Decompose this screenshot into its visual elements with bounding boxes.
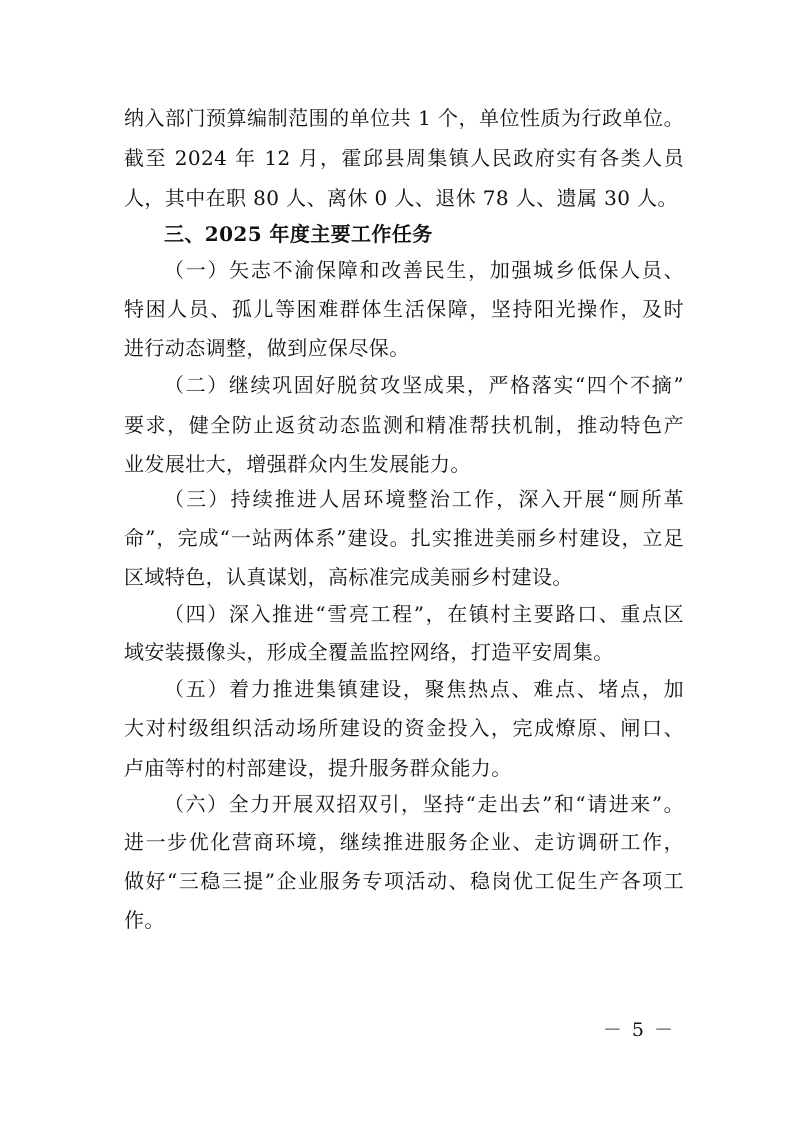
paragraph-line: （六）全力开展双招双引，坚持“走出去”和“请进来”。 bbox=[164, 792, 684, 816]
page-number: － 5 － bbox=[602, 1019, 675, 1041]
paragraph-line: 要求，健全防止返贫动态监测和精准帮扶机制，推动特色产 bbox=[124, 413, 684, 437]
paragraph-line: （四）深入推进“雪亮工程”，在镇村主要路口、重点区 bbox=[164, 602, 684, 626]
paragraph-line: （三）持续推进人居环境整治工作，深入开展“厕所革 bbox=[164, 487, 684, 511]
paragraph-line: 卢庙等村的村部建设，提升服务群众能力。 bbox=[124, 756, 512, 780]
paragraph-line: 作。 bbox=[124, 908, 165, 932]
paragraph-line: 特困人员、孤儿等困难群体生活保障，坚持阳光操作，及时 bbox=[124, 297, 684, 321]
intro-line: 截至 2024 年 12 月，霍邱县周集镇人民政府实有各类人员 bbox=[124, 146, 684, 170]
paragraph-line: 做好“三稳三提”企业服务专项活动、稳岗优工促生产各项工 bbox=[124, 869, 684, 893]
paragraph-line: （五）着力推进集镇建设，聚焦热点、难点、堵点，加 bbox=[164, 677, 684, 701]
paragraph-line: 命”，完成“一站两体系”建设。扎实推进美丽乡村建设，立足 bbox=[124, 526, 684, 550]
paragraph-line: 区域特色，认真谋划，高标准完成美丽乡村建设。 bbox=[124, 565, 573, 589]
paragraph-line: 进一步优化营商环境，继续推进服务企业、走访调研工作， bbox=[124, 830, 684, 854]
intro-line: 人，其中在职 80 人、离休 0 人、退休 78 人、遗属 30 人。 bbox=[124, 186, 678, 210]
paragraph-line: （二）继续巩固好脱贫攻坚成果，严格落实“四个不摘” bbox=[164, 373, 684, 397]
paragraph-line: 业发展壮大，增强群众内生发展能力。 bbox=[124, 452, 471, 476]
paragraph-line: 域安装摄像头，形成全覆盖监控网络，打造平安周集。 bbox=[124, 640, 614, 664]
paragraph-line: 大对村级组织活动场所建设的资金投入，完成燎原、闸口、 bbox=[124, 716, 684, 740]
paragraph-line: 进行动态调整，做到应保尽保。 bbox=[124, 336, 410, 360]
paragraph-line: （一）矢志不渝保障和改善民生，加强城乡低保人员、 bbox=[164, 258, 684, 282]
section-heading: 三、2025 年度主要工作任务 bbox=[164, 222, 433, 246]
intro-line: 纳入部门预算编制范围的单位共 1 个，单位性质为行政单位。 bbox=[124, 106, 684, 130]
